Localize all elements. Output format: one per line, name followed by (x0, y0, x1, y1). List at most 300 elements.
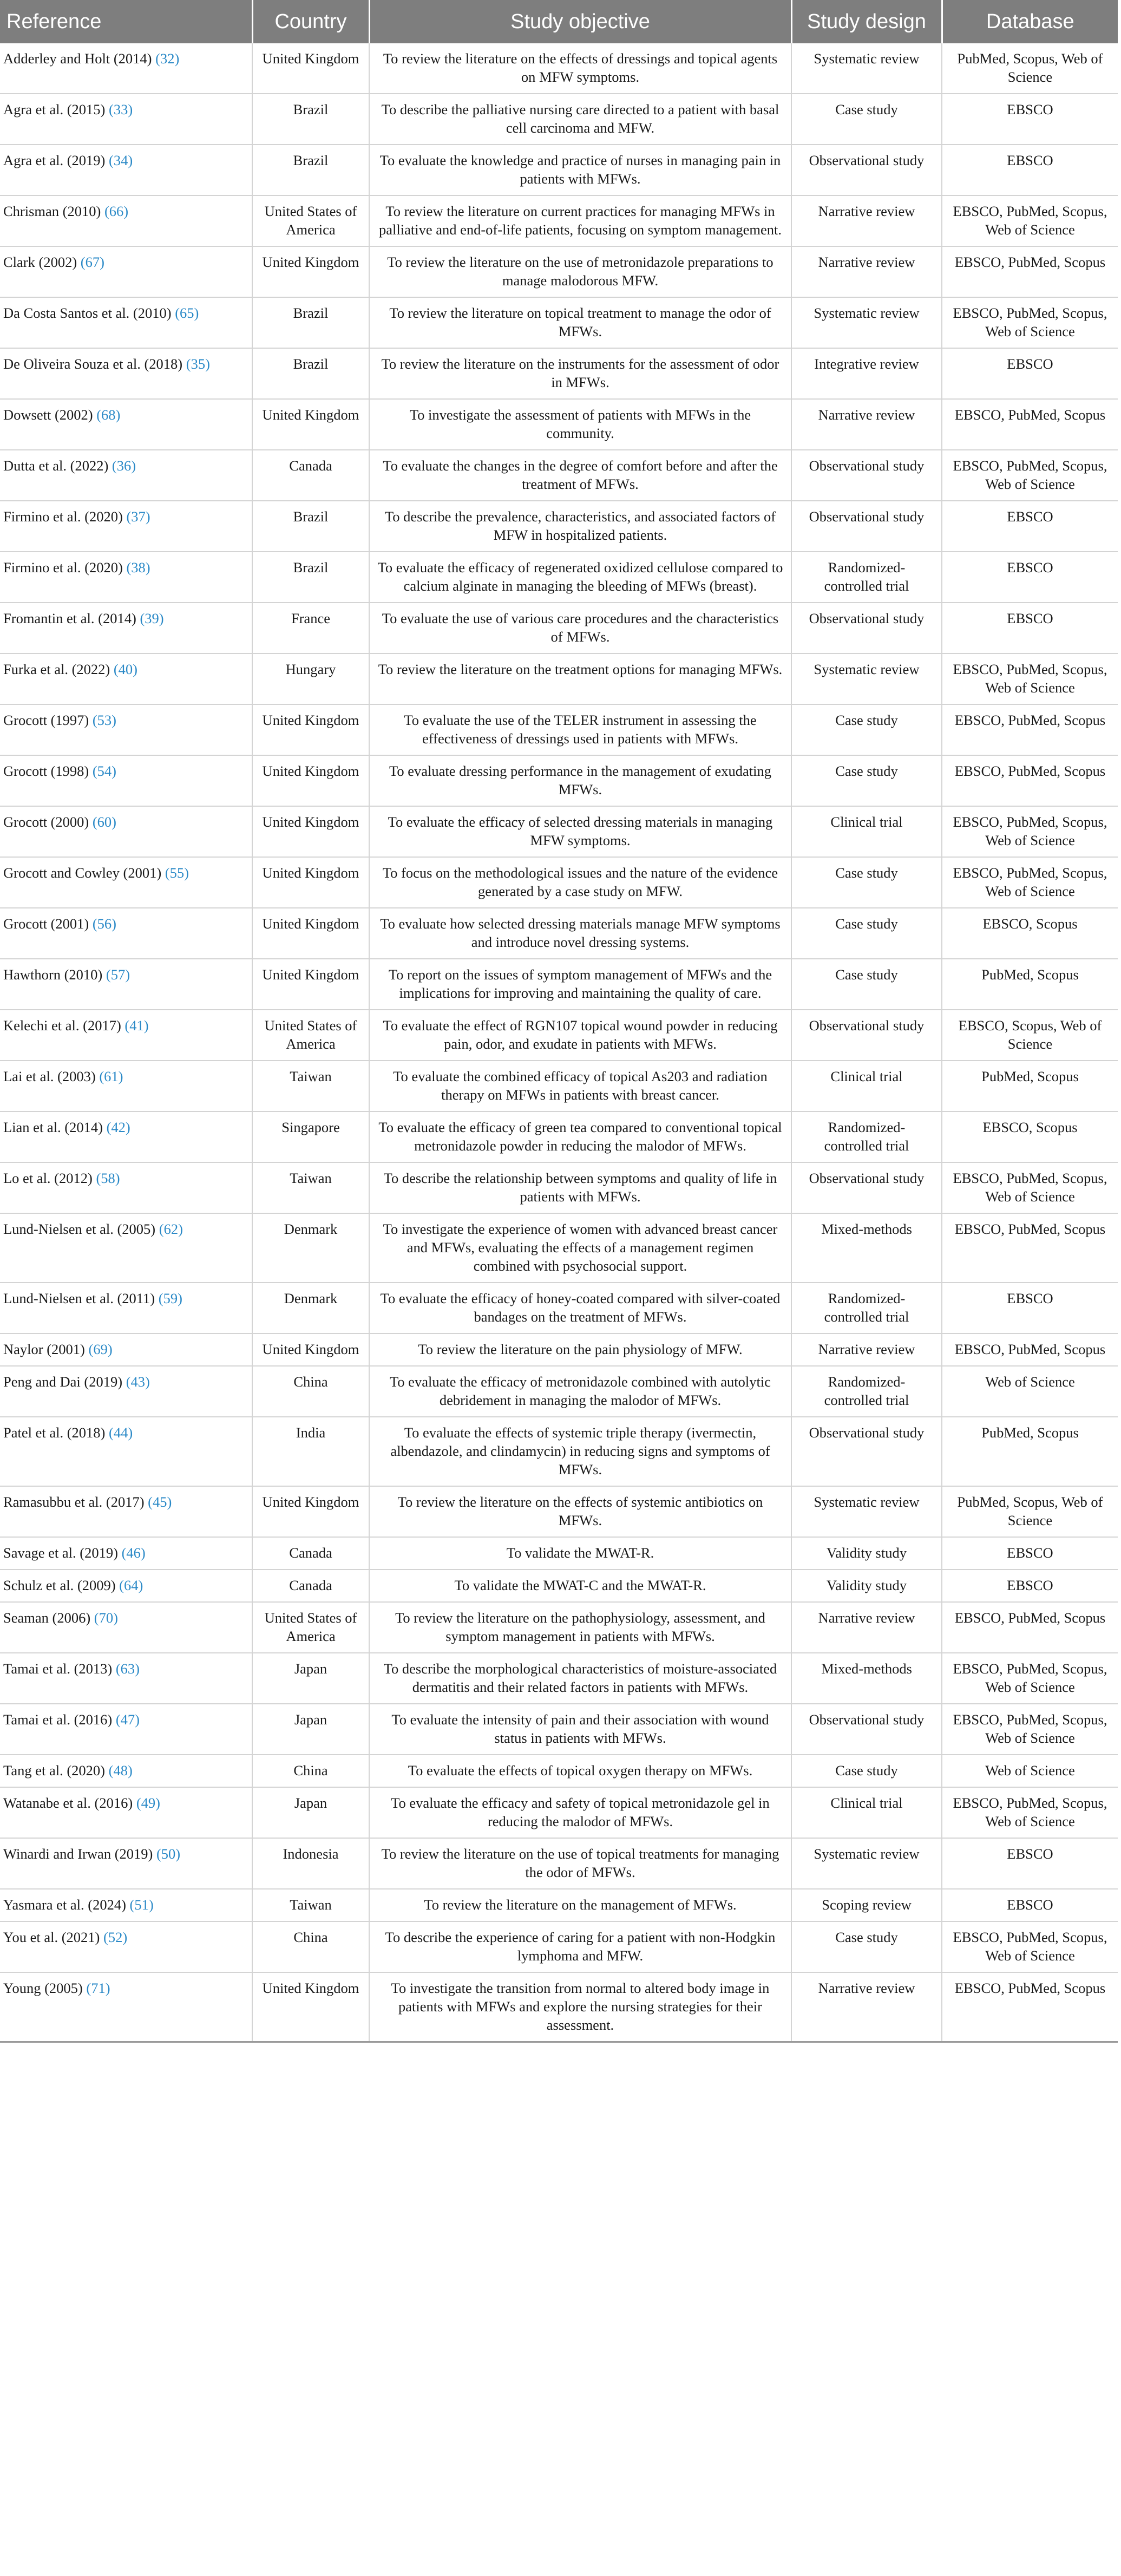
reference-cell (0, 1366, 252, 1417)
database-cell: EBSCO, PubMed, Scopus, Web of Science (942, 1704, 1118, 1755)
design-cell: Narrative review (791, 399, 942, 450)
design-cell: Case study (791, 755, 942, 806)
database-cell: EBSCO, Scopus (942, 1112, 1118, 1162)
citation-link[interactable]: (55) (165, 865, 189, 881)
citation-link[interactable]: (58) (96, 1170, 120, 1186)
database-cell: EBSCO, PubMed, Scopus, Web of Science (942, 297, 1118, 348)
table-header (0, 0, 1118, 43)
reference-text: Grocott (1998) (3, 763, 89, 779)
citation-link[interactable]: (41) (124, 1017, 149, 1034)
table-row (0, 501, 1118, 552)
database-cell: EBSCO, PubMed, Scopus, Web of Science (942, 653, 1118, 704)
database-cell: EBSCO, PubMed, Scopus, Web of Science (942, 806, 1118, 857)
table-row (0, 653, 1118, 704)
table-row (0, 1972, 1118, 2042)
country-cell: France (252, 603, 369, 653)
country-cell: China (252, 1921, 369, 1972)
design-cell: Observational study (791, 145, 942, 195)
objective-cell: To evaluate the effects of topical oxygen therapy on MFWs. (369, 1755, 791, 1787)
table-row (0, 1921, 1118, 1972)
design-cell: Case study (791, 959, 942, 1010)
reference-cell (0, 1486, 252, 1537)
reference-cell (0, 1972, 252, 2042)
objective-cell: To validate the MWAT-C and the MWAT-R. (369, 1570, 791, 1602)
objective-cell: To review the literature on the treatment options for managing MFWs. (369, 653, 791, 704)
reference-cell (0, 1537, 252, 1570)
database-cell: EBSCO, PubMed, Scopus (942, 399, 1118, 450)
citation-link[interactable]: (38) (126, 559, 150, 576)
database-cell: EBSCO, PubMed, Scopus, Web of Science (942, 857, 1118, 908)
table-row (0, 603, 1118, 653)
reference-cell (0, 1112, 252, 1162)
citation-link[interactable]: (32) (155, 50, 180, 67)
reference-cell (0, 246, 252, 297)
objective-cell: To evaluate the intensity of pain and their association with wound status in patients with MFWs. (369, 1704, 791, 1755)
objective-cell: To describe the morphological characteristics of moisture-associated dermatitis and their related factors in patients with MFWs. (369, 1653, 791, 1704)
reference-text: Yasmara et al. (2024) (3, 1897, 126, 1913)
objective-cell: To review the literature on the use of metronidazole preparations to manage malodorous MFW. (369, 246, 791, 297)
objective-cell: To investigate the assessment of patients with MFWs in the community. (369, 399, 791, 450)
objective-cell: To evaluate the effect of RGN107 topical wound powder in reducing pain, odor, and exudate in patients with MFWs. (369, 1010, 791, 1061)
database-cell: EBSCO, PubMed, Scopus (942, 1333, 1118, 1366)
design-cell: Observational study (791, 450, 942, 501)
citation-link[interactable]: (68) (96, 407, 121, 423)
reference-text: Tang et al. (2020) (3, 1762, 105, 1779)
reference-cell (0, 1755, 252, 1787)
database-cell: EBSCO (942, 1570, 1118, 1602)
reference-text: Grocott (2000) (3, 814, 89, 830)
design-cell: Observational study (791, 1162, 942, 1213)
table-row (0, 1112, 1118, 1162)
database-cell: EBSCO (942, 1537, 1118, 1570)
table-row (0, 1787, 1118, 1838)
objective-cell: To report on the issues of symptom management of MFWs and the implications for improving and maintaining the quality of care. (369, 959, 791, 1010)
reference-text: Peng and Dai (2019) (3, 1374, 123, 1390)
country-cell: Brazil (252, 348, 369, 399)
citation-link[interactable]: (63) (115, 1660, 140, 1677)
objective-cell: To investigate the transition from normal to altered body image in patients with MFWs and explore the nursing strategies for their assessment. (369, 1972, 791, 2042)
reference-text: Savage et al. (2019) (3, 1545, 118, 1561)
objective-cell: To review the literature on the management of MFWs. (369, 1889, 791, 1921)
country-cell: United States of America (252, 1602, 369, 1653)
reference-text: Lund-Nielsen et al. (2005) (3, 1221, 156, 1237)
objective-cell: To evaluate dressing performance in the management of exudating MFWs. (369, 755, 791, 806)
database-cell: EBSCO, PubMed, Scopus (942, 704, 1118, 755)
design-cell: Narrative review (791, 1602, 942, 1653)
design-cell: Validity study (791, 1537, 942, 1570)
objective-cell: To investigate the experience of women with advanced breast cancer and MFWs, evaluating the effects of a management regimen combined with psychosocial support. (369, 1213, 791, 1283)
reference-cell (0, 1889, 252, 1921)
citation-link[interactable]: (39) (140, 610, 164, 626)
country-cell: United Kingdom (252, 1972, 369, 2042)
table-row (0, 1162, 1118, 1213)
reference-text: Lund-Nielsen et al. (2011) (3, 1290, 155, 1306)
database-cell: Web of Science (942, 1755, 1118, 1787)
citation-link[interactable]: (57) (106, 966, 130, 983)
reference-cell (0, 552, 252, 603)
design-cell: Narrative review (791, 1333, 942, 1366)
reference-cell (0, 1333, 252, 1366)
table-row (0, 908, 1118, 959)
reference-cell (0, 450, 252, 501)
table-row (0, 1570, 1118, 1602)
reference-cell (0, 755, 252, 806)
reference-cell (0, 297, 252, 348)
database-cell: EBSCO, PubMed, Scopus, Web of Science (942, 1162, 1118, 1213)
citation-link[interactable]: (43) (126, 1374, 150, 1390)
country-cell: China (252, 1755, 369, 1787)
country-cell: Brazil (252, 94, 369, 145)
country-cell: Denmark (252, 1213, 369, 1283)
table-row (0, 195, 1118, 246)
design-cell: Mixed-methods (791, 1213, 942, 1283)
citation-link[interactable]: (62) (159, 1221, 183, 1237)
database-cell: EBSCO, PubMed, Scopus, Web of Science (942, 1653, 1118, 1704)
citation-link[interactable]: (71) (86, 1980, 110, 1996)
citation-link[interactable]: (51) (129, 1897, 154, 1913)
design-cell: Validity study (791, 1570, 942, 1602)
reference-cell (0, 1921, 252, 1972)
reference-text: Tamai et al. (2013) (3, 1660, 113, 1677)
table-row (0, 94, 1118, 145)
objective-cell: To evaluate the changes in the degree of comfort before and after the treatment of MFWs. (369, 450, 791, 501)
table-body (0, 43, 1118, 2042)
country-cell: Singapore (252, 1112, 369, 1162)
design-cell: Observational study (791, 501, 942, 552)
country-cell: Denmark (252, 1283, 369, 1333)
design-cell: Clinical trial (791, 806, 942, 857)
database-cell: EBSCO (942, 501, 1118, 552)
database-cell: EBSCO, PubMed, Scopus (942, 246, 1118, 297)
reference-text: Young (2005) (3, 1980, 83, 1996)
objective-cell: To evaluate the efficacy of metronidazole combined with autolytic debridement in managing the malodor of MFWs. (369, 1366, 791, 1417)
reference-text: Kelechi et al. (2017) (3, 1017, 121, 1034)
objective-cell: To describe the relationship between symptoms and quality of life in patients with MFWs. (369, 1162, 791, 1213)
table-row (0, 1838, 1118, 1889)
reference-text: De Oliveira Souza et al. (2018) (3, 356, 183, 372)
database-cell: EBSCO, PubMed, Scopus (942, 1972, 1118, 2042)
database-cell: EBSCO (942, 348, 1118, 399)
reference-cell (0, 857, 252, 908)
objective-cell: To evaluate the efficacy and safety of topical metronidazole gel in reducing the malodor of MFWs. (369, 1787, 791, 1838)
objective-cell: To review the literature on the pain physiology of MFW. (369, 1333, 791, 1366)
database-cell: EBSCO, Scopus, Web of Science (942, 1010, 1118, 1061)
design-cell: Observational study (791, 1417, 942, 1486)
header-row (0, 0, 1118, 43)
reference-text: Clark (2002) (3, 254, 77, 270)
database-cell: EBSCO, PubMed, Scopus (942, 755, 1118, 806)
database-cell: EBSCO (942, 603, 1118, 653)
reference-text: Grocott (1997) (3, 712, 89, 728)
design-cell: Clinical trial (791, 1787, 942, 1838)
database-cell: EBSCO, PubMed, Scopus, Web of Science (942, 1921, 1118, 1972)
objective-cell: To describe the prevalence, characteristics, and associated factors of MFW in hospitalized patients. (369, 501, 791, 552)
reference-text: Furka et al. (2022) (3, 661, 110, 677)
reference-cell (0, 1162, 252, 1213)
table-row (0, 1213, 1118, 1283)
country-cell: United Kingdom (252, 246, 369, 297)
database-cell: PubMed, Scopus (942, 1417, 1118, 1486)
objective-cell: To review the literature on the instruments for the assessment of odor in MFWs. (369, 348, 791, 399)
country-cell: United Kingdom (252, 857, 369, 908)
database-cell: EBSCO, PubMed, Scopus (942, 1602, 1118, 1653)
design-cell: Case study (791, 94, 942, 145)
reference-text: Ramasubbu et al. (2017) (3, 1494, 145, 1510)
header-country: Country (252, 0, 369, 43)
design-cell: Narrative review (791, 195, 942, 246)
citation-link[interactable]: (56) (92, 916, 117, 932)
citation-link[interactable]: (65) (175, 305, 199, 321)
reference-cell (0, 145, 252, 195)
citation-link[interactable]: (36) (112, 457, 136, 474)
reference-cell (0, 195, 252, 246)
reference-text: Grocott (2001) (3, 916, 89, 932)
table-row (0, 348, 1118, 399)
country-cell: Japan (252, 1704, 369, 1755)
database-cell: EBSCO, PubMed, Scopus, Web of Science (942, 1787, 1118, 1838)
country-cell: Hungary (252, 653, 369, 704)
country-cell: Brazil (252, 552, 369, 603)
reference-cell (0, 501, 252, 552)
objective-cell: To evaluate the efficacy of selected dressing materials in managing MFW symptoms. (369, 806, 791, 857)
reference-text: Fromantin et al. (2014) (3, 610, 136, 626)
database-cell: EBSCO (942, 94, 1118, 145)
design-cell: Narrative review (791, 246, 942, 297)
reference-text: Seaman (2006) (3, 1610, 91, 1626)
country-cell: United Kingdom (252, 399, 369, 450)
citation-link[interactable]: (61) (99, 1068, 123, 1084)
reference-cell (0, 348, 252, 399)
objective-cell: To evaluate the efficacy of regenerated oxidized cellulose compared to calcium alginate in managing the bleeding of MFWs (breast). (369, 552, 791, 603)
reference-cell (0, 1838, 252, 1889)
table-row (0, 145, 1118, 195)
design-cell: Systematic review (791, 653, 942, 704)
table-row (0, 755, 1118, 806)
reference-text: Firmino et al. (2020) (3, 508, 123, 525)
reference-text: Hawthorn (2010) (3, 966, 103, 983)
reference-cell (0, 94, 252, 145)
citation-link[interactable]: (42) (106, 1119, 130, 1135)
citation-link[interactable]: (49) (136, 1795, 160, 1811)
database-cell: EBSCO (942, 552, 1118, 603)
citation-link[interactable]: (40) (113, 661, 138, 677)
citation-link[interactable]: (70) (94, 1610, 118, 1626)
table-row (0, 450, 1118, 501)
reference-text: You et al. (2021) (3, 1929, 100, 1945)
database-cell: PubMed, Scopus, Web of Science (942, 43, 1118, 94)
table-row (0, 1755, 1118, 1787)
header-reference: Reference (0, 0, 252, 43)
reference-cell (0, 399, 252, 450)
reference-text: Agra et al. (2015) (3, 101, 106, 117)
country-cell: Canada (252, 450, 369, 501)
reference-cell (0, 806, 252, 857)
objective-cell: To validate the MWAT-R. (369, 1537, 791, 1570)
citation-link[interactable]: (44) (109, 1424, 133, 1441)
design-cell: Systematic review (791, 1486, 942, 1537)
table-row (0, 1704, 1118, 1755)
design-cell: Systematic review (791, 43, 942, 94)
design-cell: Narrative review (791, 1972, 942, 2042)
reference-text: Winardi and Irwan (2019) (3, 1846, 153, 1862)
country-cell: Brazil (252, 501, 369, 552)
design-cell: Case study (791, 908, 942, 959)
table-row (0, 552, 1118, 603)
reference-cell (0, 1213, 252, 1283)
design-cell: Case study (791, 857, 942, 908)
table-row (0, 1486, 1118, 1537)
header-study-design: Study design (791, 0, 942, 43)
design-cell: Case study (791, 1921, 942, 1972)
design-cell: Observational study (791, 603, 942, 653)
design-cell: Clinical trial (791, 1061, 942, 1112)
table-row (0, 1010, 1118, 1061)
objective-cell: To focus on the methodological issues and the nature of the evidence generated by a case study on MFW. (369, 857, 791, 908)
objective-cell: To review the literature on the effects of systemic antibiotics on MFWs. (369, 1486, 791, 1537)
country-cell: Brazil (252, 297, 369, 348)
header-study-objective: Study objective (369, 0, 791, 43)
citation-link[interactable]: (34) (109, 152, 133, 168)
reference-text: Lian et al. (2014) (3, 1119, 103, 1135)
citation-link[interactable]: (59) (158, 1290, 182, 1306)
country-cell: United Kingdom (252, 704, 369, 755)
objective-cell: To describe the palliative nursing care directed to a patient with basal cell carcinoma and MFW. (369, 94, 791, 145)
reference-cell (0, 1570, 252, 1602)
objective-cell: To evaluate the efficacy of green tea compared to conventional topical metronidazole powder in reducing the malodor of MFWs. (369, 1112, 791, 1162)
country-cell: China (252, 1366, 369, 1417)
design-cell: Randomized-controlled trial (791, 1283, 942, 1333)
country-cell: Taiwan (252, 1061, 369, 1112)
database-cell: EBSCO, PubMed, Scopus (942, 1213, 1118, 1283)
objective-cell: To evaluate the use of the TELER instrument in assessing the effectiveness of dressings used in patients with MFWs. (369, 704, 791, 755)
design-cell: Systematic review (791, 297, 942, 348)
database-cell: PubMed, Scopus (942, 959, 1118, 1010)
citation-link[interactable]: (52) (103, 1929, 128, 1945)
country-cell: Japan (252, 1787, 369, 1838)
country-cell: Canada (252, 1570, 369, 1602)
table-row (0, 297, 1118, 348)
reference-text: Patel et al. (2018) (3, 1424, 106, 1441)
reference-cell (0, 1010, 252, 1061)
reference-cell (0, 1417, 252, 1486)
objective-cell: To evaluate how selected dressing materials manage MFW symptoms and introduce novel dressing systems. (369, 908, 791, 959)
reference-text: Schulz et al. (2009) (3, 1577, 116, 1593)
table-row (0, 704, 1118, 755)
objective-cell: To describe the experience of caring for a patient with non-Hodgkin lymphoma and MFW. (369, 1921, 791, 1972)
citation-link[interactable]: (37) (126, 508, 150, 525)
citation-link[interactable]: (45) (148, 1494, 172, 1510)
database-cell: EBSCO (942, 145, 1118, 195)
database-cell: EBSCO, Scopus (942, 908, 1118, 959)
design-cell: Randomized-controlled trial (791, 1366, 942, 1417)
table-row (0, 1889, 1118, 1921)
objective-cell: To review the literature on the effects of dressings and topical agents on MFW symptoms. (369, 43, 791, 94)
design-cell: Integrative review (791, 348, 942, 399)
citation-link[interactable]: (66) (104, 203, 129, 219)
reference-cell (0, 1061, 252, 1112)
design-cell: Scoping review (791, 1889, 942, 1921)
objective-cell: To evaluate the effects of systemic triple therapy (ivermectin, albendazole, and clindamycin) in reducing signs and symptoms of MFWs. (369, 1417, 791, 1486)
country-cell: Brazil (252, 145, 369, 195)
objective-cell: To review the literature on the use of topical treatments for managing the odor of MFWs. (369, 1838, 791, 1889)
citation-link[interactable]: (64) (119, 1577, 143, 1593)
country-cell: United Kingdom (252, 43, 369, 94)
country-cell: Indonesia (252, 1838, 369, 1889)
country-cell: United Kingdom (252, 908, 369, 959)
design-cell: Case study (791, 704, 942, 755)
table-row (0, 1333, 1118, 1366)
citation-link[interactable]: (60) (92, 814, 117, 830)
reference-text: Watanabe et al. (2016) (3, 1795, 133, 1811)
database-cell: EBSCO, PubMed, Scopus, Web of Science (942, 450, 1118, 501)
reference-text: Dowsett (2002) (3, 407, 93, 423)
design-cell: Randomized-controlled trial (791, 552, 942, 603)
table-row (0, 806, 1118, 857)
reference-cell (0, 1602, 252, 1653)
design-cell: Observational study (791, 1704, 942, 1755)
citation-link[interactable]: (69) (88, 1341, 113, 1357)
country-cell: India (252, 1417, 369, 1486)
objective-cell: To review the literature on topical treatment to manage the odor of MFWs. (369, 297, 791, 348)
country-cell: United Kingdom (252, 755, 369, 806)
country-cell: Japan (252, 1653, 369, 1704)
database-cell: Web of Science (942, 1366, 1118, 1417)
objective-cell: To review the literature on current practices for managing MFWs in palliative and end-of-life patients, focusing on symptom management. (369, 195, 791, 246)
reference-cell (0, 653, 252, 704)
database-cell: PubMed, Scopus (942, 1061, 1118, 1112)
country-cell: Canada (252, 1537, 369, 1570)
reference-cell (0, 704, 252, 755)
citation-link[interactable]: (35) (186, 356, 210, 372)
table-row (0, 1061, 1118, 1112)
table-row (0, 1653, 1118, 1704)
table-row (0, 1366, 1118, 1417)
citation-link[interactable]: (67) (80, 254, 104, 270)
country-cell: Taiwan (252, 1889, 369, 1921)
citation-link[interactable]: (33) (109, 101, 133, 117)
table-row (0, 399, 1118, 450)
database-cell: PubMed, Scopus, Web of Science (942, 1486, 1118, 1537)
table-row (0, 959, 1118, 1010)
design-cell: Mixed-methods (791, 1653, 942, 1704)
header-database: Database (942, 0, 1118, 43)
reference-text: Adderley and Holt (2014) (3, 50, 152, 67)
citation-link[interactable]: (47) (115, 1711, 140, 1728)
objective-cell: To evaluate the use of various care procedures and the characteristics of MFWs. (369, 603, 791, 653)
table-row (0, 1602, 1118, 1653)
reference-text: Grocott and Cowley (2001) (3, 865, 162, 881)
citation-link[interactable]: (50) (156, 1846, 181, 1862)
objective-cell: To evaluate the knowledge and practice of nurses in managing pain in patients with MFWs. (369, 145, 791, 195)
citation-link[interactable]: (54) (92, 763, 117, 779)
citation-link[interactable]: (53) (92, 712, 117, 728)
citation-link[interactable]: (46) (121, 1545, 146, 1561)
reference-cell (0, 1653, 252, 1704)
reference-cell (0, 1787, 252, 1838)
design-cell: Randomized-controlled trial (791, 1112, 942, 1162)
country-cell: United Kingdom (252, 1486, 369, 1537)
reference-text: Firmino et al. (2020) (3, 559, 123, 576)
reference-text: Da Costa Santos et al. (2010) (3, 305, 172, 321)
design-cell: Observational study (791, 1010, 942, 1061)
country-cell: Taiwan (252, 1162, 369, 1213)
database-cell: EBSCO, PubMed, Scopus, Web of Science (942, 195, 1118, 246)
reference-text: Dutta et al. (2022) (3, 457, 109, 474)
reference-text: Naylor (2001) (3, 1341, 85, 1357)
citation-link[interactable]: (48) (108, 1762, 133, 1779)
design-cell: Systematic review (791, 1838, 942, 1889)
country-cell: United States of America (252, 195, 369, 246)
